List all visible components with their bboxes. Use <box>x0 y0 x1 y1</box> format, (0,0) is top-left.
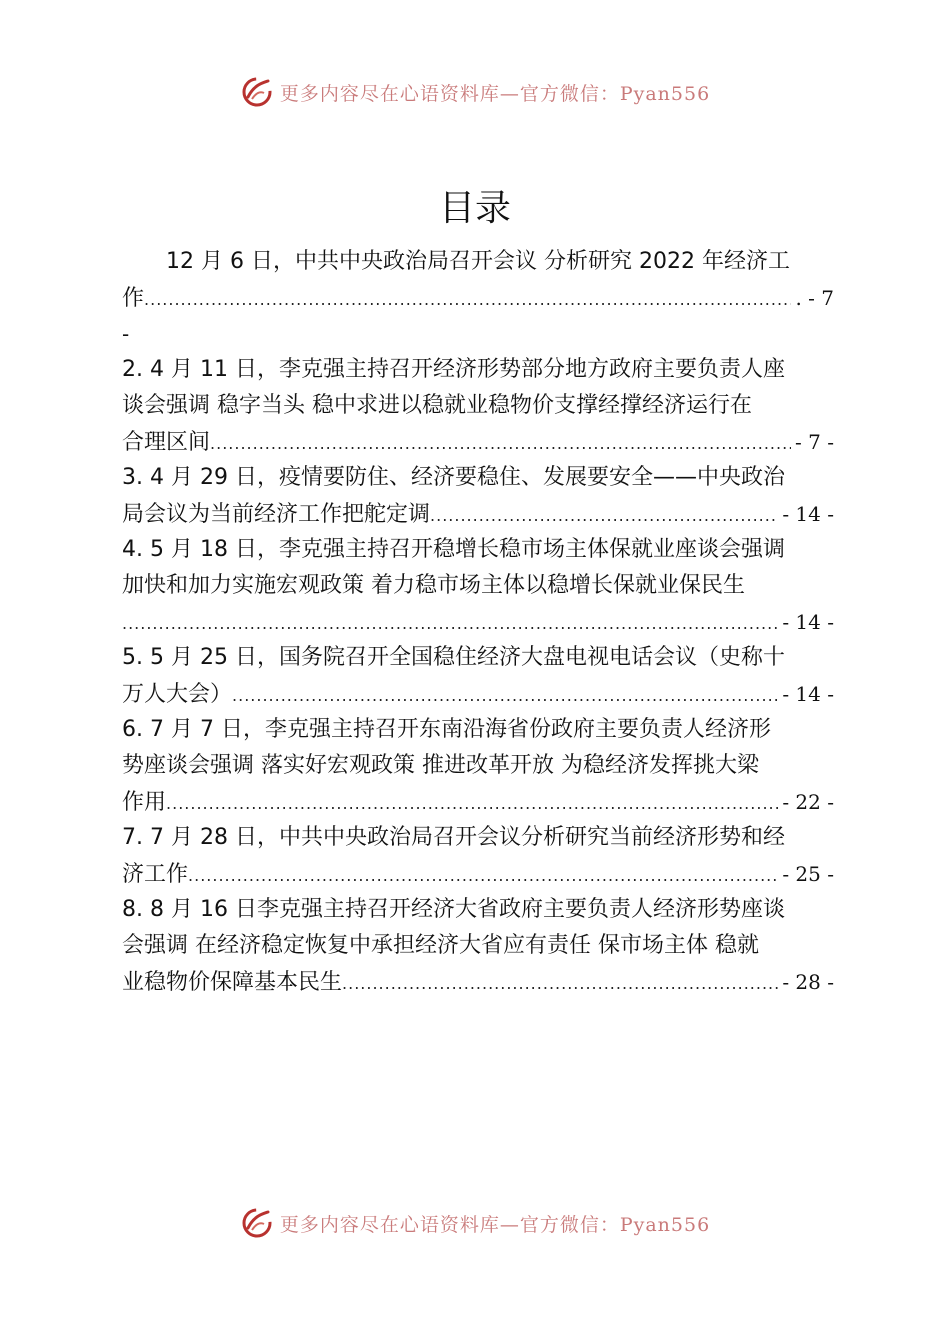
toc-entry-text: 6. 7 月 7 日，李克强主持召开东南沿海省份政府主要负责人经济形 <box>122 717 771 742</box>
toc-entry-text: 作用 <box>122 790 167 815</box>
toc-entry-text: 会强调 在经济稳定恢复中承担经济大省应有责任 保市场主体 稳就 <box>122 933 759 958</box>
toc-entry-text: 势座谈会强调 落实好宏观政策 推进改革开放 为稳经济发挥挑大梁 <box>122 753 759 778</box>
toc-entry[interactable] <box>122 352 834 460</box>
brush-swirl-logo-icon <box>240 1206 274 1240</box>
toc-entry-text: 合理区间 <box>122 430 211 455</box>
dot-leader <box>144 282 791 316</box>
toc-entry-text: 加快和加力实施宏观政策 着力稳市场主体以稳增长保就业保民生 <box>122 573 745 598</box>
toc-entry[interactable] <box>122 460 834 532</box>
toc-entry-text: 2. 4 月 11 日，李克强主持召开经济形势部分地方政府主要负责人座 <box>122 357 785 382</box>
toc-entry-text: 5. 5 月 25 日，国务院召开全国稳住经济大盘电视电话会议（史称十 <box>122 645 785 670</box>
toc-entry[interactable] <box>122 640 834 712</box>
toc-page-number: - 28 - <box>782 970 834 994</box>
toc-entry-text: 局会议为当前经济工作把舵定调 <box>122 502 431 527</box>
toc-page-number: - 14 - <box>782 682 834 706</box>
toc-entry-text: 业稳物价保障基本民生 <box>122 970 343 995</box>
toc-entry[interactable] <box>122 244 834 352</box>
toc-entry[interactable] <box>122 892 834 1000</box>
toc-entry-text: 作 <box>122 286 145 311</box>
toc-entry-text: 12 月 6 日，中共中央政治局召开会议 分析研究 2022 年经济工 <box>166 249 790 274</box>
toc-entry-text: 济工作 <box>122 862 189 887</box>
toc-entry[interactable] <box>122 712 834 820</box>
toc-entry-text: 8. 8 月 16 日李克强主持召开经济大省政府主要负责人经济形势座谈 <box>122 897 785 922</box>
toc-page-number: - 14 - <box>782 610 834 634</box>
toc-page-number: - 25 - <box>782 862 834 886</box>
toc-entry-text: 4. 5 月 18 日，李克强主持召开稳增长稳市场主体保就业座谈会强调 <box>122 537 785 562</box>
toc-entry-text: 7. 7 月 28 日，中共中央政治局召开会议分析研究当前经济形势和经 <box>122 825 785 850</box>
toc-page-number: - 14 - <box>782 502 834 526</box>
header-watermark <box>0 72 950 112</box>
dot-leader <box>342 966 778 1000</box>
watermark-text: 更多内容尽在心语资料库—官方微信：Pyan556 <box>279 1213 711 1236</box>
toc-entry[interactable] <box>122 532 834 640</box>
page-title: 目录 <box>438 188 511 229</box>
toc-entry-text: 谈会强调 稳字当头 稳中求进以稳就业稳物价支撑经撑经济运行在 <box>122 393 752 418</box>
toc-entry-text: 3. 4 月 29 日，疫情要防住、经济要稳住、发展要安全——中央政治 <box>122 465 785 490</box>
dot-leader <box>122 606 778 640</box>
dot-leader <box>232 678 778 712</box>
watermark-text: 更多内容尽在心语资料库—官方微信：Pyan556 <box>279 82 711 105</box>
dot-leader <box>188 858 778 892</box>
dot-leader <box>210 426 791 460</box>
toc-page-number: - 22 - <box>782 790 834 814</box>
toc-entry-text: 万人大会） <box>122 682 233 707</box>
brush-swirl-logo-icon <box>240 75 274 109</box>
toc-page-overflow: - <box>122 322 130 346</box>
dot-leader <box>430 498 778 532</box>
dot-leader <box>166 786 778 820</box>
table-of-contents <box>122 244 834 1000</box>
toc-page-number: - 7 - <box>795 430 834 454</box>
toc-page-number: . - 7 <box>795 286 834 310</box>
footer-watermark <box>0 1203 950 1243</box>
toc-entry[interactable] <box>122 820 834 892</box>
